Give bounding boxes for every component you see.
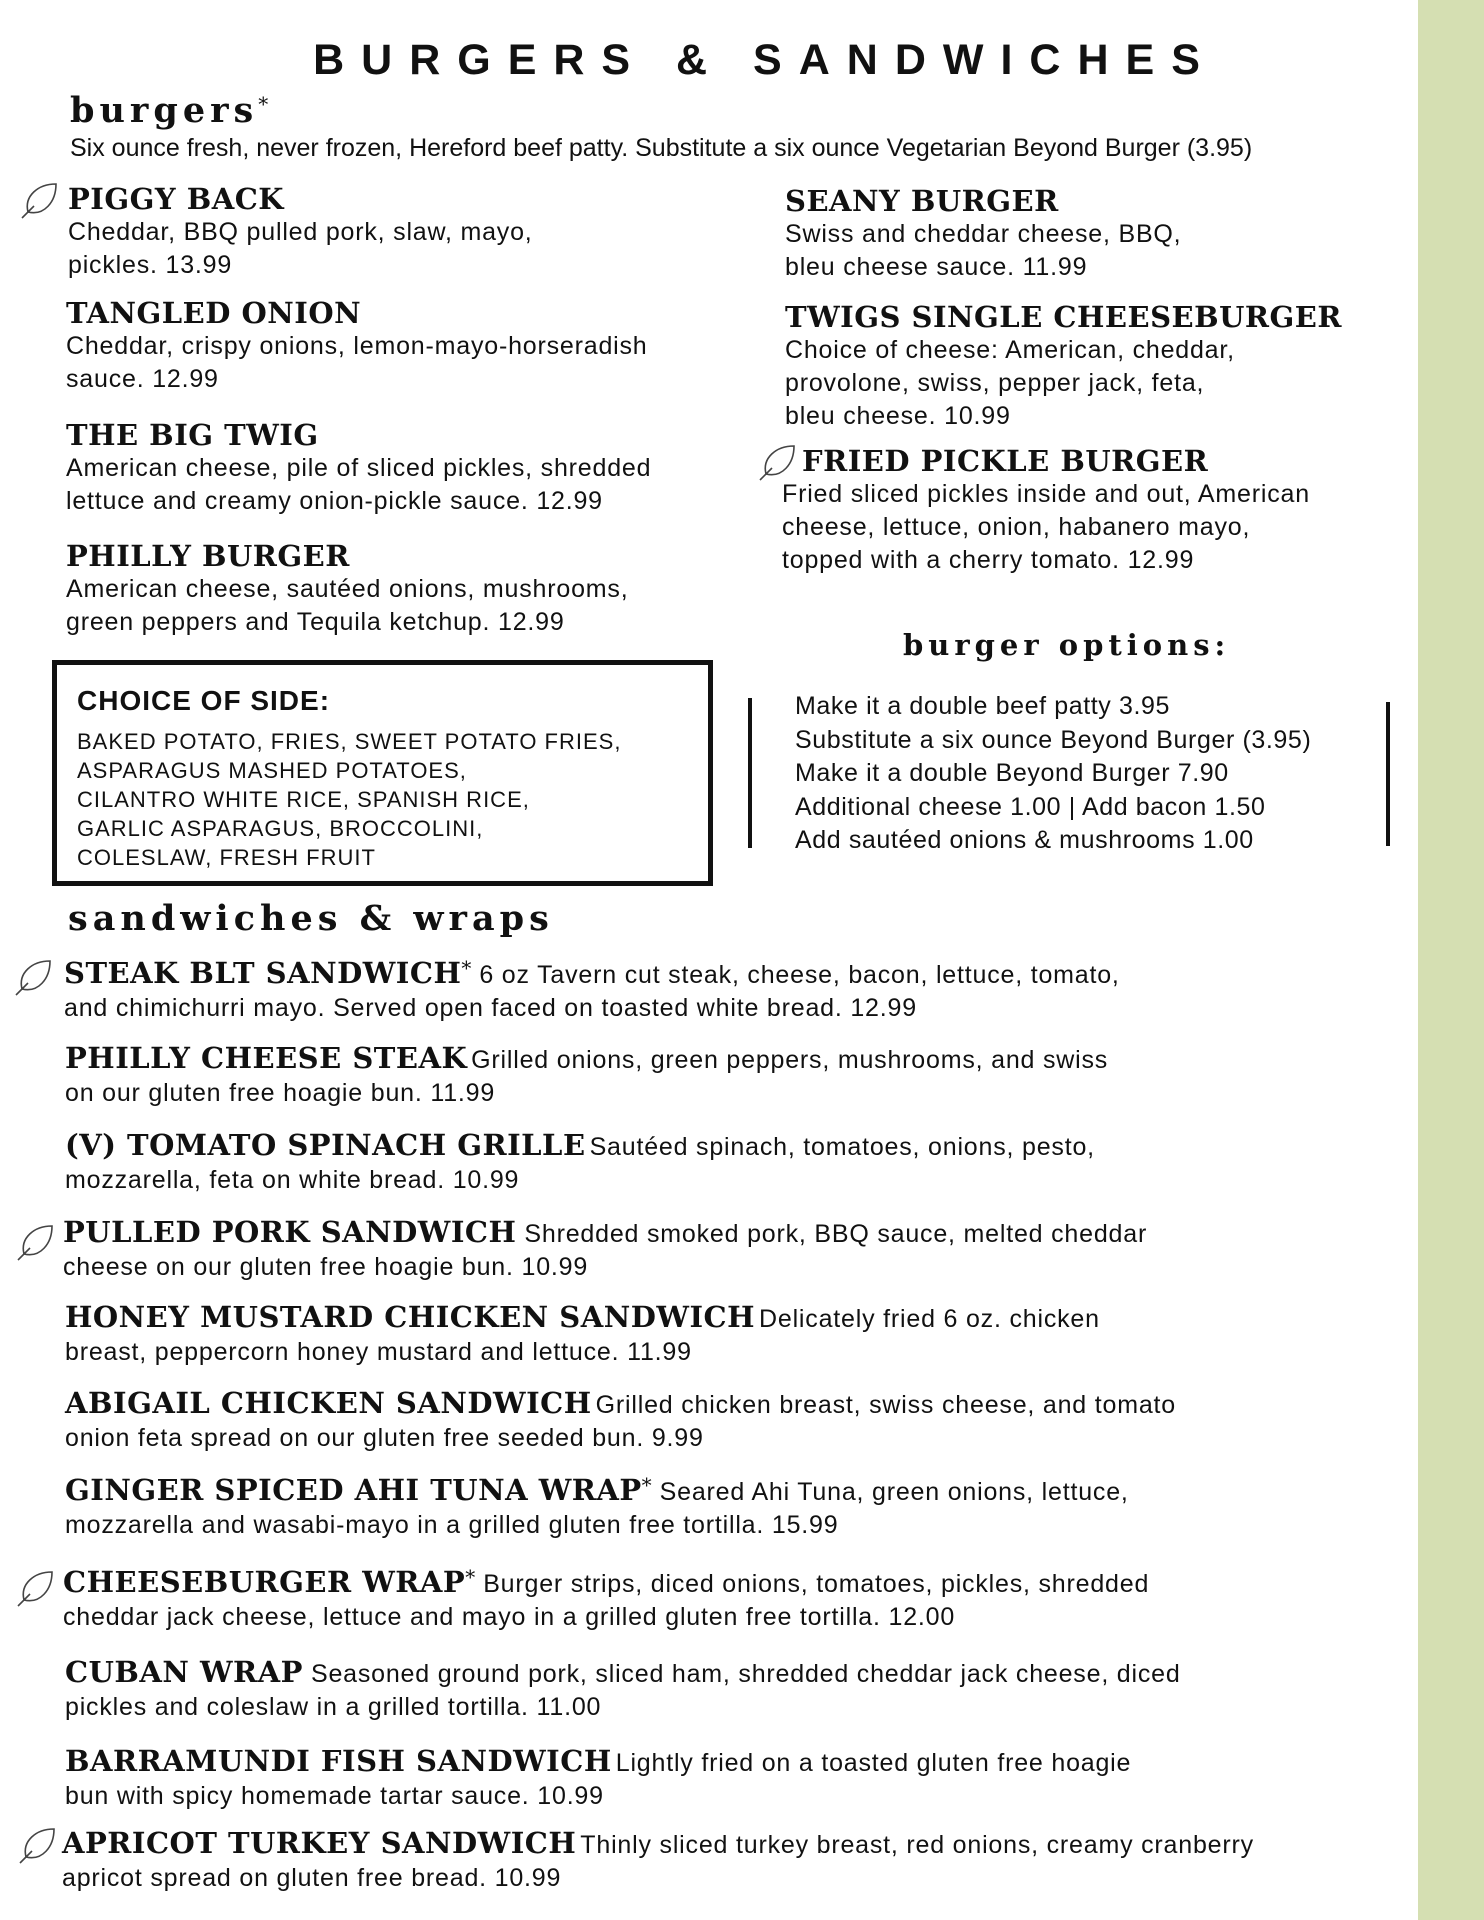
item-name: ABIGAIL CHICKEN SANDWICH <box>65 1386 592 1420</box>
item-name: STEAK BLT SANDWICH <box>64 956 462 990</box>
item-name: PIGGY BACK <box>68 182 285 216</box>
item-description: apricot spread on gluten free bread. 10.99 <box>62 1864 562 1892</box>
item-description: Shredded smoked pork, BBQ sauce, melted cheddar <box>524 1220 1148 1248</box>
burgers-heading-mark: * <box>258 92 269 116</box>
item-description: and chimichurri mayo. Served open faced on toasted white bread. 12.99 <box>64 994 917 1022</box>
item-description: Choice of cheese: American, cheddar, <box>785 336 1235 364</box>
burger-item-philly-burger <box>66 539 628 639</box>
sandwich-item-cuban-wrap <box>65 1655 1181 1724</box>
burger-item-the-big-twig <box>66 418 651 518</box>
item-name: THE BIG TWIG <box>66 418 319 452</box>
options-divider-left <box>748 698 752 848</box>
sandwich-item-cheeseburger-wrap <box>63 1565 1149 1634</box>
burger-options-heading: burger options: <box>903 628 1231 662</box>
item-name: APRICOT TURKEY SANDWICH <box>62 1826 577 1860</box>
burger-item-twigs-single-cheeseburger <box>785 300 1342 433</box>
item-description: bleu cheese sauce. 11.99 <box>785 253 1088 281</box>
sandwich-item-tomato-spinach-grille <box>65 1128 1095 1197</box>
item-description: Seared Ahi Tuna, green onions, lettuce, <box>659 1478 1129 1506</box>
side-option: CILANTRO WHITE RICE, SPANISH RICE, <box>77 787 530 812</box>
side-option: GARLIC ASPARAGUS, BROCCOLINI, <box>77 816 484 841</box>
page-title: BURGERS & SANDWICHES <box>313 36 1217 84</box>
choice-of-side-list <box>77 727 621 872</box>
item-description: topped with a cherry tomato. 12.99 <box>782 546 1195 574</box>
sandwich-item-abigail-chicken <box>65 1386 1176 1455</box>
item-description: mozzarella and wasabi-mayo in a grilled gluten free tortilla. 15.99 <box>65 1511 839 1539</box>
leaf-icon <box>12 957 54 999</box>
item-name: BARRAMUNDI FISH SANDWICH <box>65 1744 612 1778</box>
item-name: FRIED PICKLE BURGER <box>802 444 1209 478</box>
burgers-heading <box>70 90 268 131</box>
item-mark: * <box>641 1473 652 1497</box>
burgers-intro: Six ounce fresh, never frozen, Hereford beef patty. Substitute a six ounce Vegetarian Beyond Burger (3.95) <box>70 134 1253 162</box>
item-description: pickles and coleslaw in a grilled tortilla. 11.00 <box>65 1693 602 1721</box>
leaf-icon <box>16 1825 58 1867</box>
item-description: Seasoned ground pork, sliced ham, shredded cheddar jack cheese, diced <box>310 1660 1181 1688</box>
choice-of-side-box <box>52 660 713 886</box>
sandwich-item-ginger-spiced-ahi-tuna-wrap <box>65 1473 1129 1542</box>
sandwich-item-apricot-turkey <box>62 1826 1254 1895</box>
item-description: cheese, lettuce, onion, habanero mayo, <box>782 513 1251 541</box>
item-description: Grilled chicken breast, swiss cheese, and tomato <box>595 1391 1176 1419</box>
burger-options-list <box>795 690 1311 858</box>
side-option: BAKED POTATO, FRIES, SWEET POTATO FRIES, <box>77 729 622 754</box>
burger-item-tangled-onion <box>66 296 648 396</box>
sandwich-item-barramundi-fish <box>65 1744 1131 1813</box>
item-description: cheese on our gluten free hoagie bun. 10.99 <box>63 1253 589 1281</box>
item-name: PHILLY CHEESE STEAK <box>65 1041 468 1075</box>
item-name: (V) TOMATO SPINACH GRILLE <box>65 1128 586 1162</box>
sandwich-item-honey-mustard-chicken <box>65 1300 1100 1369</box>
item-description: pickles. 13.99 <box>68 251 233 279</box>
item-name: PULLED PORK SANDWICH <box>63 1215 517 1249</box>
item-name: SEANY BURGER <box>785 184 1059 218</box>
item-description: American cheese, pile of sliced pickles, shredded <box>66 454 652 482</box>
burger-item-seany-burger <box>785 184 1181 284</box>
item-description: onion feta spread on our gluten free seeded bun. 9.99 <box>65 1424 704 1452</box>
item-description: American cheese, sautéed onions, mushrooms, <box>66 575 629 603</box>
item-description: Cheddar, BBQ pulled pork, slaw, mayo, <box>68 218 533 246</box>
item-mark: * <box>461 956 472 980</box>
item-description: green peppers and Tequila ketchup. 12.99 <box>66 608 565 636</box>
item-description: provolone, swiss, pepper jack, feta, <box>785 369 1205 397</box>
item-description: sauce. 12.99 <box>66 365 219 393</box>
item-name: TWIGS SINGLE CHEESEBURGER <box>785 300 1343 334</box>
side-option: COLESLAW, FRESH FRUIT <box>77 845 376 870</box>
item-description: Thinly sliced turkey breast, red onions, creamy cranberry <box>580 1831 1254 1859</box>
accent-strip <box>1418 0 1484 1920</box>
choice-of-side-title: CHOICE OF SIDE: <box>77 685 331 716</box>
item-description: Cheddar, crispy onions, lemon-mayo-horseradish <box>66 332 648 360</box>
item-description: Fried sliced pickles inside and out, American <box>782 480 1310 508</box>
burger-option: Make it a double Beyond Burger 7.90 <box>795 759 1229 787</box>
item-name: GINGER SPICED AHI TUNA WRAP <box>65 1473 642 1507</box>
leaf-icon <box>18 180 60 222</box>
item-description: bun with spicy homemade tartar sauce. 10.99 <box>65 1782 604 1810</box>
item-description: Delicately fried 6 oz. chicken <box>759 1305 1100 1333</box>
item-description: Lightly fried on a toasted gluten free hoagie <box>615 1749 1132 1777</box>
sandwiches-heading: sandwiches & wraps <box>68 898 554 939</box>
item-description: Grilled onions, green peppers, mushrooms, and swiss <box>471 1046 1109 1074</box>
item-description: cheddar jack cheese, lettuce and mayo in a grilled gluten free tortilla. 12.00 <box>63 1603 956 1631</box>
burger-option: Substitute a six ounce Beyond Burger (3.95) <box>795 725 1312 754</box>
item-name: TANGLED ONION <box>66 296 362 330</box>
item-description: breast, peppercorn honey mustard and lettuce. 11.99 <box>65 1338 692 1366</box>
burger-item-fried-pickle-burger <box>782 444 1310 577</box>
item-name: PHILLY BURGER <box>66 539 350 573</box>
item-mark: * <box>465 1565 476 1589</box>
burger-option: Additional cheese 1.00 | Add bacon 1.50 <box>795 792 1266 821</box>
item-description: Burger strips, diced onions, tomatoes, pickles, shredded <box>483 1570 1150 1598</box>
item-name: CUBAN WRAP <box>65 1655 303 1689</box>
item-description: bleu cheese. 10.99 <box>785 402 1011 430</box>
burgers-heading-text: burgers <box>70 90 259 131</box>
sandwich-item-philly-cheese-steak <box>65 1041 1108 1110</box>
side-option: ASPARAGUS MASHED POTATOES, <box>77 758 467 783</box>
item-description: on our gluten free hoagie bun. 11.99 <box>65 1079 496 1107</box>
item-name: HONEY MUSTARD CHICKEN SANDWICH <box>65 1300 756 1334</box>
leaf-icon <box>14 1568 56 1610</box>
leaf-icon <box>14 1222 56 1264</box>
options-divider-right <box>1386 702 1390 846</box>
item-description: Sautéed spinach, tomatoes, onions, pesto, <box>589 1133 1095 1161</box>
burger-item-piggy-back <box>68 182 533 282</box>
item-description: 6 oz Tavern cut steak, cheese, bacon, lettuce, tomato, <box>479 961 1120 989</box>
burger-option: Make it a double beef patty 3.95 <box>795 692 1170 720</box>
item-name: CHEESEBURGER WRAP <box>63 1565 466 1599</box>
sandwich-item-steak-blt <box>64 956 1120 1025</box>
item-description: Swiss and cheddar cheese, BBQ, <box>785 220 1182 248</box>
sandwich-item-pulled-pork <box>63 1215 1147 1284</box>
burger-option: Add sautéed onions & mushrooms 1.00 <box>795 826 1254 854</box>
item-description: lettuce and creamy onion-pickle sauce. 12.99 <box>66 487 603 515</box>
item-description: mozzarella, feta on white bread. 10.99 <box>65 1166 520 1194</box>
